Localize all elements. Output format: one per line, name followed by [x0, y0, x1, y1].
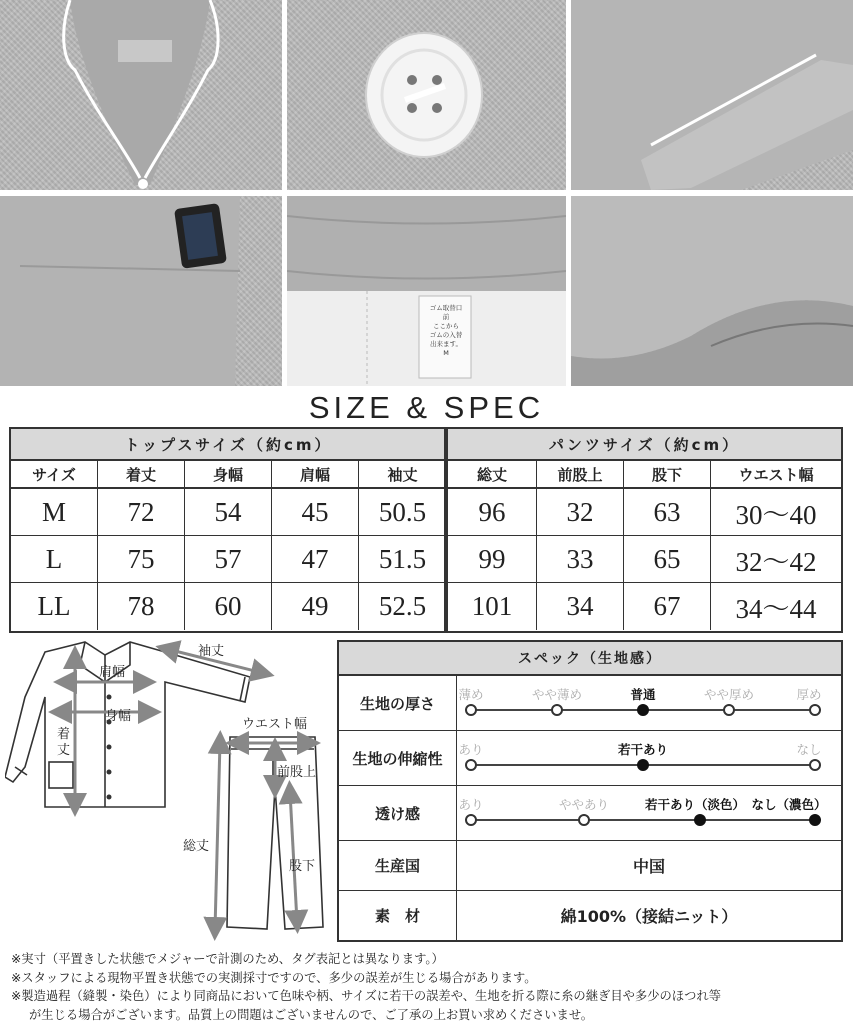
scale-tick-label: ややあり: [558, 797, 610, 812]
table-cell: 45: [272, 489, 359, 535]
size-table: [9, 427, 843, 633]
spec-row-material: [339, 891, 841, 940]
photo-collar: [0, 0, 282, 190]
column-header: 股下: [624, 461, 711, 487]
photo-button: [287, 0, 566, 190]
table-row: [11, 536, 446, 583]
table-cell: L: [11, 536, 98, 582]
scale-dot-selected: [637, 704, 649, 716]
table-cell: 96: [448, 489, 537, 535]
care-tag-line: 前: [442, 313, 450, 321]
scale-tick-label: 若干あり: [617, 742, 669, 757]
tops-size-table: [11, 429, 446, 631]
table-cell: 51.5: [378, 543, 427, 574]
diagram-label-shoulder: 肩幅: [99, 665, 126, 680]
table-row: [448, 583, 841, 630]
care-tag-line: ゴムの入替: [429, 331, 463, 339]
table-row: [11, 583, 446, 630]
diagram-label-inseam: 股下: [289, 859, 316, 874]
scale-dot: [723, 704, 735, 716]
table-row: [11, 489, 446, 536]
table-cell: 60: [185, 583, 272, 630]
measurement-diagram: [5, 637, 335, 947]
scale-dot: [465, 704, 477, 716]
spec-label: 生地の伸縮性: [339, 731, 457, 785]
page-title: SIZE & SPEC: [308, 390, 545, 425]
spec-scale: [457, 731, 841, 785]
table-cell: 75: [98, 536, 185, 582]
table-cell: 78: [98, 583, 185, 630]
spec-label: 透け感: [339, 786, 457, 840]
diagram-label-length: 着: [57, 727, 71, 742]
tops-size-heading: トップスサイズ（約cm）: [11, 429, 446, 461]
column-header: 身幅: [185, 461, 272, 487]
scale-dot: [809, 759, 821, 771]
scale-dot: [465, 814, 477, 826]
diagram-label-waist: ウエスト幅: [242, 717, 308, 732]
table-cell: 30～40: [735, 499, 817, 530]
scale-tick-label: 普通: [630, 687, 656, 702]
table-cell: 50.5: [378, 496, 427, 527]
photo-pocket: [0, 196, 282, 386]
spec-table: [337, 640, 843, 942]
scale-tick-label: やや薄め: [531, 687, 583, 702]
spec-heading: スペック（生地感）: [339, 642, 841, 676]
scale-dot-selected: [694, 814, 706, 826]
spec-scale: [457, 786, 841, 840]
photo-hem: [571, 196, 853, 386]
table-cell: 33: [537, 536, 624, 582]
footnote: ※製造過程（縫製・染色）により同商品において色味や柄、サイズに若干の誤差や、生地を折る際に糸の継ぎ目や多少のほつれ等: [11, 989, 721, 1003]
spec-label: 生地の厚さ: [339, 676, 457, 730]
table-cell: 67: [624, 583, 711, 630]
spec-scale: [457, 676, 841, 730]
spec-value: 中国: [632, 857, 665, 876]
table-cell: 99: [448, 536, 537, 582]
table-cell: 101: [448, 583, 537, 630]
scale-tick-label: 若干あり（淡色）: [644, 797, 746, 812]
diagram-label-width: 身幅: [105, 709, 132, 724]
table-cell: 49: [272, 583, 359, 630]
scale-tick-label: なし（濃色）: [751, 797, 827, 812]
garment-outline: [5, 637, 335, 947]
diagram-label-total: 総丈: [183, 839, 210, 854]
column-header: 前股上: [537, 461, 624, 487]
spec-row-origin: [339, 841, 841, 891]
column-header: 肩幅: [272, 461, 359, 487]
footnote: が生じる場合がございます。品質上の問題はございませんので、ご了承の上お買い求めくださいませ。: [29, 1007, 594, 1022]
table-cell: 47: [272, 536, 359, 582]
column-header: ウエスト幅: [738, 465, 814, 484]
diagram-label-sleeve: 袖丈: [198, 644, 225, 659]
scale-dot-selected: [809, 814, 821, 826]
table-cell: 34～44: [735, 594, 817, 624]
spec-value: 綿100%（接結ニット）: [560, 907, 738, 926]
care-tag: [423, 304, 469, 358]
table-cell: LL: [11, 583, 98, 630]
spec-label: 生産国: [339, 841, 457, 890]
photo-waistband: [287, 196, 566, 386]
table-cell: M: [11, 489, 98, 535]
footnote: ※スタッフによる現物平置き状態での実測採寸ですので、多少の誤差が生じる場合があります。: [11, 970, 537, 985]
scale-tick-label: あり: [458, 797, 484, 812]
scale-tick-label: 薄め: [458, 687, 484, 702]
table-cell: 54: [185, 489, 272, 535]
pants-size-table: [448, 429, 841, 631]
scale-tick-label: 厚め: [796, 687, 822, 702]
photo-cuff: [571, 0, 853, 190]
product-photo-grid: [0, 0, 853, 386]
spec-row-thickness: [339, 676, 841, 731]
column-header: サイズ: [11, 461, 98, 487]
scale-tick-label: あり: [458, 742, 484, 757]
table-cell: 63: [624, 489, 711, 535]
table-cell: 72: [98, 489, 185, 535]
scale-line: [471, 819, 815, 821]
tops-header-row: [11, 461, 446, 489]
care-tag-line: ここから: [433, 322, 459, 330]
table-cell: 65: [624, 536, 711, 582]
table-cell: 52.5: [378, 591, 427, 621]
scale-dot-selected: [637, 759, 649, 771]
table-cell: 32～42: [735, 546, 817, 577]
table-cell: 32: [537, 489, 624, 535]
scale-dot: [551, 704, 563, 716]
table-cell: 57: [185, 536, 272, 582]
spec-row-stretch: [339, 731, 841, 786]
scale-dot: [809, 704, 821, 716]
care-tag-line: 出来ます。: [430, 340, 462, 348]
table-row: [448, 489, 841, 536]
table-row: [448, 536, 841, 583]
footnote: ※実寸（平置きした状態でメジャーで計測のため、タグ表記とは異なります。）: [11, 952, 444, 966]
table-cell: 34: [537, 583, 624, 630]
care-tag-line: ゴム取替口: [429, 304, 463, 312]
scale-tick-label: なし: [796, 742, 822, 757]
scale-tick-label: やや厚め: [703, 687, 755, 702]
pants-header-row: [448, 461, 841, 489]
spec-label: 素 材: [339, 891, 457, 940]
column-header: 着丈: [98, 461, 185, 487]
column-header: 総丈: [448, 461, 537, 487]
diagram-label-length: 丈: [57, 743, 71, 758]
diagram-label-rise: 前股上: [277, 765, 317, 780]
column-header: 袖丈: [387, 465, 418, 484]
scale-dot: [578, 814, 590, 826]
scale-dot: [465, 759, 477, 771]
pants-size-heading: パンツサイズ（約cm）: [448, 429, 841, 461]
care-tag-line: M: [443, 349, 449, 357]
spec-row-sheer: [339, 786, 841, 841]
footnotes: [11, 950, 843, 1024]
